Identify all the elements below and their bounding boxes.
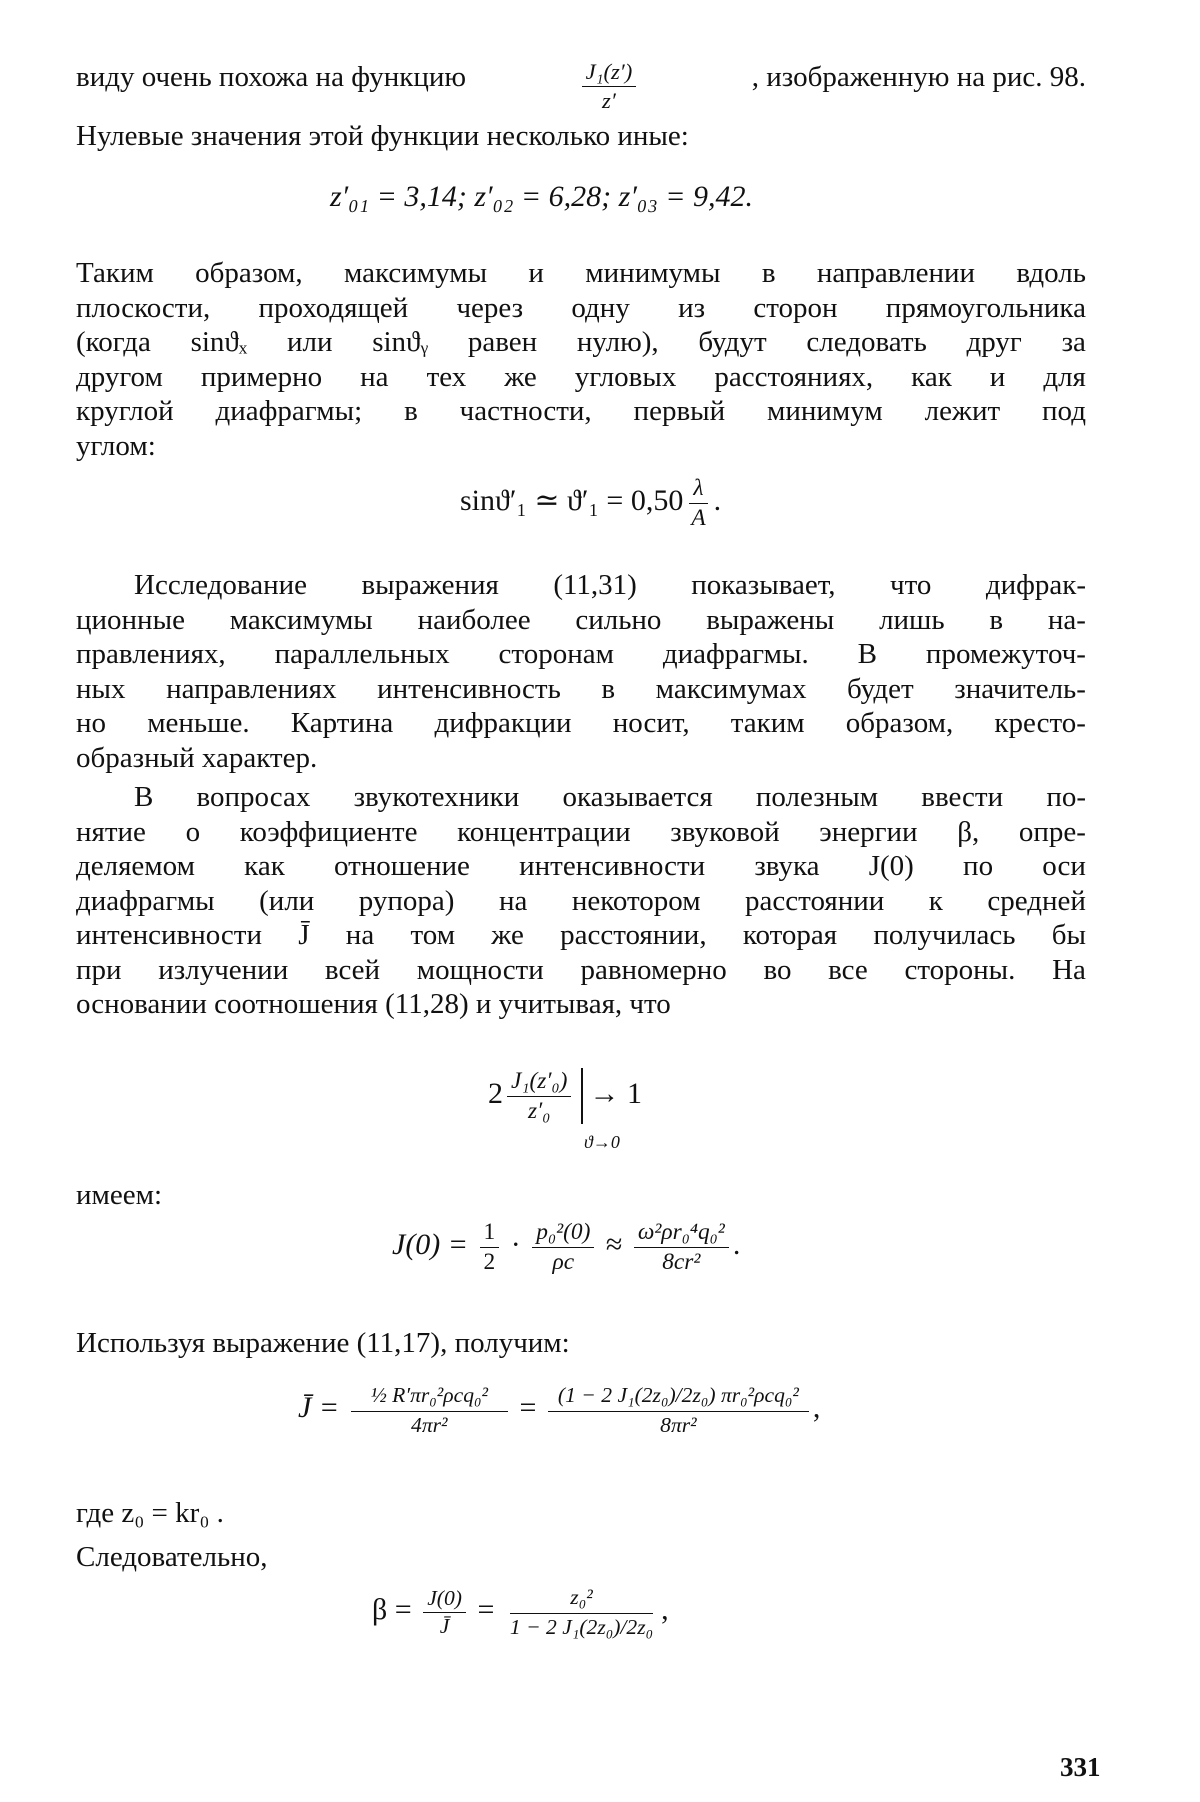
eq-limit-fraction [507, 1069, 571, 1123]
para1-line: (когда sinϑₓ или sinϑᵧ равен нулю), будут следовать друг за [76, 326, 1086, 358]
para3-line: при излучении всей мощности равномерно во все стороны. На [76, 953, 1086, 986]
label-where: где z₀ = kr₀ . [76, 1497, 224, 1529]
eq-J0-frac2-den: ρc [552, 1248, 575, 1275]
para3-line: В вопросах звукотехники оказывается полезным ввести по- [134, 781, 1086, 813]
eq-J0-end: . [732, 1227, 741, 1261]
para2-line: Исследование выражения (11,31) показывает, что дифрак- [134, 569, 1086, 601]
eq-Jbar-frac2-num: (1 − 2 J₁(2z₀)/2z₀) πr₀²ρcq₀² [548, 1384, 809, 1412]
eq-limit-den: z′₀ [528, 1097, 551, 1124]
eq-sin-left: sinϑ′₁ ≃ ϑ′₁ = 0,50 [460, 483, 684, 517]
paragraph-3 [76, 780, 1086, 1022]
eq-beta-left: β = [372, 1593, 412, 1627]
eq-J0-frac2 [532, 1220, 594, 1274]
eq-beta-frac2 [506, 1586, 657, 1638]
eq-Jbar-frac1-den: 4πr² [411, 1412, 448, 1437]
eq-J0-dot: · [510, 1227, 521, 1261]
eq-Jbar-end: , [812, 1391, 821, 1425]
eq-beta-frac1 [423, 1587, 466, 1637]
label-where-block [76, 1496, 1086, 1531]
eq-beta-eq: = [477, 1593, 495, 1627]
eq-J0-frac1-num: 1 [480, 1220, 500, 1248]
eq-J0-frac3-num: ω²ρr₀⁴q₀² [634, 1220, 729, 1248]
equation-zeros: z′₀₁ = 3,14; z′₀₂ = 6,28; z′₀₃ = 9,42. [330, 180, 754, 213]
label-imeem: имеем: [76, 1179, 163, 1211]
para1-line: другом примерно на тех же угловых расстояниях, как и для [76, 360, 1086, 393]
eq-Jbar-frac2-den: 8πr² [660, 1412, 697, 1437]
eq-beta-frac2-num: z₀² [510, 1586, 652, 1614]
eq-sin-num: λ [689, 476, 707, 504]
para3-line: интенсивности J̄ на том же расстоянии, которая получилась бы [76, 919, 1086, 951]
para1-line: круглой диафрагмы; в частности, первый минимум лежит под [76, 395, 1086, 427]
eq-limit-subscript: ϑ→0 [584, 1132, 620, 1152]
eq-Jbar-frac1-num: ½ R′πr₀²ρcq₀² [351, 1384, 508, 1412]
para3-line-last: основании соотношения (11,28) и учитывая, что [76, 988, 671, 1020]
intro-block [76, 60, 1086, 153]
eq-limit-arrow: → 1 [589, 1076, 642, 1110]
equation-Jbar [298, 1384, 820, 1436]
paragraph-1 [76, 256, 1086, 463]
eq-sin-den: A [691, 504, 706, 531]
eq-beta-end: , [661, 1593, 669, 1627]
paragraph-2 [76, 568, 1086, 775]
eq-J0-frac1 [480, 1220, 500, 1274]
eq-limit-bar [581, 1068, 583, 1124]
eq-J0-frac1-den: 2 [483, 1248, 496, 1275]
para2-line: ционные максимумы наиболее сильно выражены лишь в на- [76, 603, 1086, 636]
eq-J0-frac2-num: p₀²(0) [532, 1220, 594, 1248]
eq-J0-left: J(0) = [392, 1227, 469, 1261]
eq-beta-frac2-den: 1 − 2 J₁(2z₀)/2z₀ [509, 1614, 654, 1639]
eq-Jbar-frac2 [548, 1384, 809, 1436]
para1-line: Таким образом, максимумы и минимумы в направлении вдоль [76, 257, 1086, 289]
intro-text-after: , изображенную на рис. 98. [751, 61, 1086, 93]
equation-limit [488, 1067, 642, 1152]
label-therefore: Следовательно, [76, 1541, 268, 1573]
page-number: 331 [1060, 1752, 1101, 1782]
eq-J0-frac3-den: 8cr² [662, 1248, 701, 1275]
label-using-block [76, 1326, 1086, 1361]
para1-line: плоскости, проходящей через одну из сторон прямоугольника [76, 291, 1086, 324]
eq-Jbar-left: J̄ = [298, 1391, 340, 1425]
eq-sin-end: . [713, 483, 722, 517]
intro-line-1 [76, 60, 1086, 113]
label-therefore-block [76, 1540, 1086, 1575]
eq-beta-frac1-num: J(0) [423, 1587, 466, 1613]
para2-line-last: образный характер. [76, 741, 318, 774]
eq-J0-frac3 [634, 1220, 729, 1274]
eq-J0-approx: ≈ [605, 1227, 623, 1261]
para3-line: нятие о коэффициенте концентрации звуковой энергии β, опре- [76, 815, 1086, 848]
intro-text-before: виду очень похожа на функцию [76, 61, 467, 93]
eq-Jbar-frac1 [351, 1384, 508, 1436]
intro-line-2: Нулевые значения этой функции несколько иные: [76, 119, 689, 152]
equation-sin-theta [460, 476, 721, 530]
para3-line: деляемом как отношение интенсивности звука J(0) по оси [76, 850, 1086, 882]
eq-limit-coef: 2 [488, 1076, 503, 1110]
intro-fraction [582, 60, 637, 113]
equation-beta [372, 1586, 669, 1638]
eq-Jbar-eq: = [519, 1391, 537, 1425]
para2-line: но меньше. Картина дифракции носит, таким образом, кресто- [76, 707, 1086, 739]
intro-fraction-den: z′ [602, 87, 616, 113]
para2-line: правлениях, параллельных сторонам диафрагмы. В промежуточ- [76, 638, 1086, 670]
para3-line: диафрагмы (или рупора) на некотором расстоянии к средней [76, 884, 1086, 917]
label-imeem-block [76, 1178, 1086, 1213]
eq-sin-fraction [687, 476, 709, 530]
equation-J0 [392, 1220, 740, 1274]
para2-line: ных направлениях интенсивность в максимумах будет значитель- [76, 672, 1086, 705]
eq-limit-num: J₁(z′₀) [507, 1069, 571, 1097]
label-using: Используя выражение (11,17), получим: [76, 1327, 570, 1359]
eq-beta-frac1-den: J̄ [439, 1613, 450, 1638]
para1-line-last: углом: [76, 429, 156, 462]
intro-fraction-num: J₁(z′) [582, 60, 637, 87]
